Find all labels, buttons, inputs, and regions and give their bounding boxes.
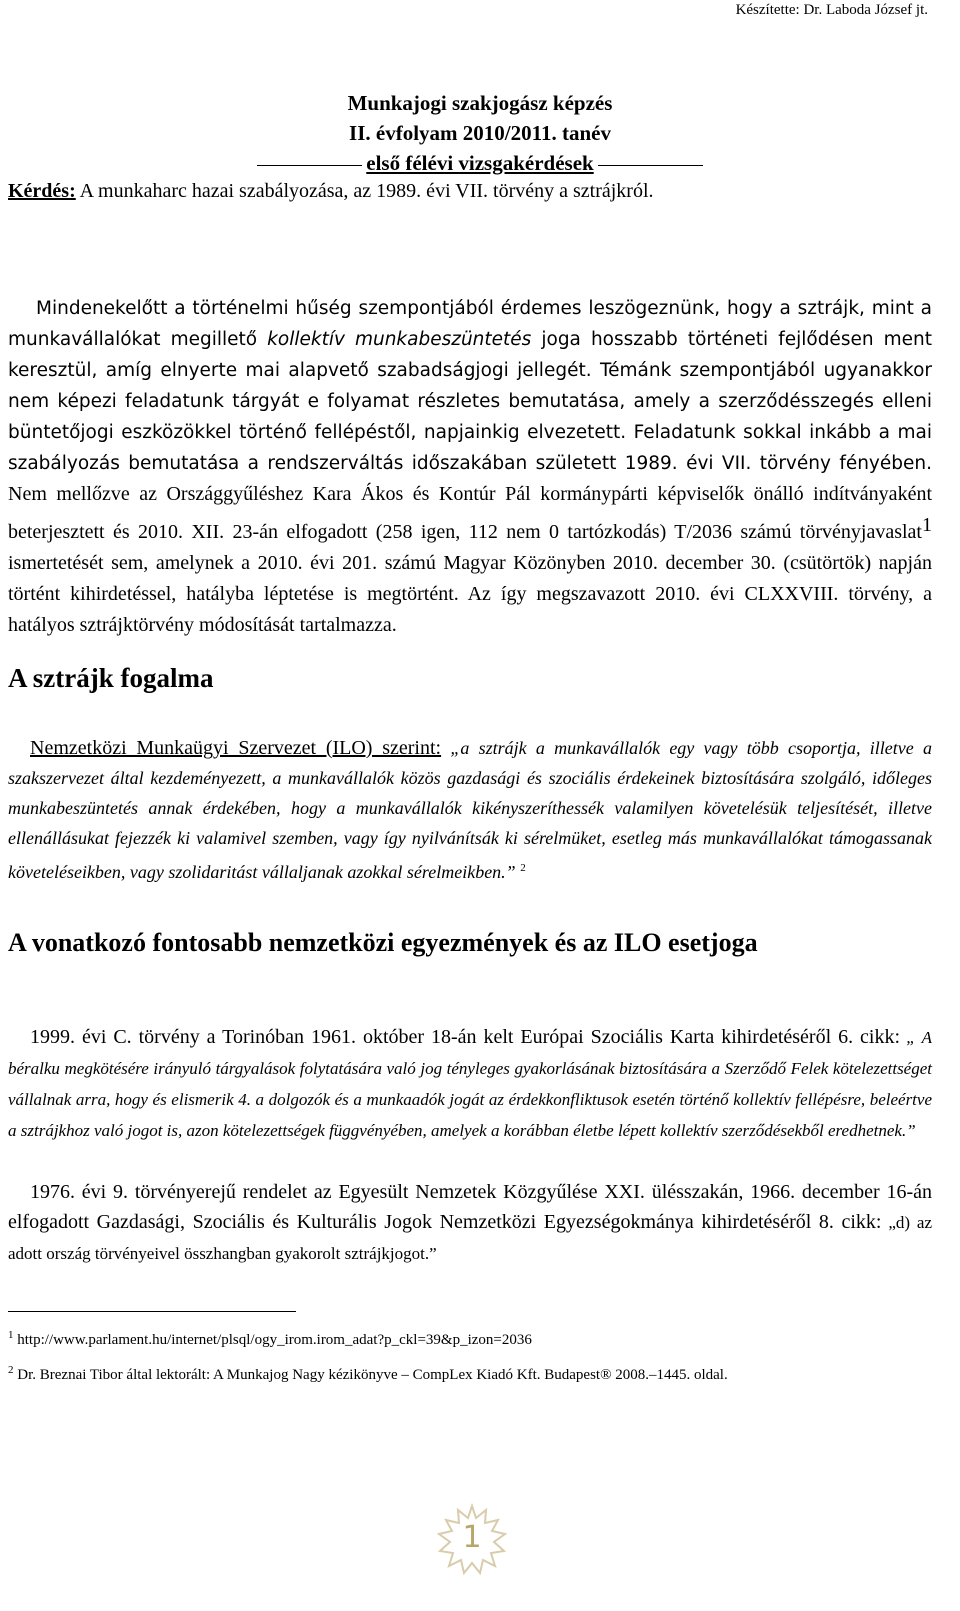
- section-heading-conventions: A vonatkozó fontosabb nemzetközi egyezmények és az ILO esetjoga: [8, 928, 758, 957]
- title-line-3: [0, 148, 960, 178]
- ilo-source: Nemzetközi Munkaügyi Szervezet (ILO) szerint:: [30, 737, 442, 759]
- title-block: [0, 88, 960, 178]
- intro-paragraph: [8, 293, 932, 641]
- exam-question: [8, 180, 654, 203]
- footnote-separator: [8, 1311, 296, 1312]
- charter-paragraph: [8, 1022, 932, 1146]
- ilo-definition: [8, 733, 932, 887]
- footnotes: [8, 1320, 932, 1390]
- ilo-quote: „a sztrájk a munkavállalók egy vagy több csoportja, illetve a szakszervezet által kezdeményezett, a munkavállalók közös gazdasági és szociális érdekeinek biztosítására szolgáló, időleges munkabeszüntetés annak érdekében, hogy a munkavállalók kikényszeríthessék valamilyen követelésük teljesítését, illetve ellenállásukat fejezzék ki valamivel szemben, vagy így nyilvánítsák ki sérelmüket, esetleg más munkavállalókat támogassanak követeléseikben, vagy szolidaritást vállaljanak azokkal sérelmeikben.”: [8, 738, 932, 882]
- intro-part-3: Nem mellőzve az Országgyűléshez Kara Ákos és Kontúr Pál kormánypárti képviselők önálló indítványaként beterjesztett és 2010. XII. 23-án elfogadott (258 igen, 112 nem 0 tartózkodás) T/2036 számú törvényjavaslat: [8, 483, 932, 544]
- charter-text: 1999. évi C. törvény a Torinóban 1961. október 18-án kelt Európai Szociális Karta kihirdetéséről 6. cikk:: [30, 1026, 901, 1048]
- footnote-ref-1[interactable]: 1: [922, 514, 932, 536]
- title-rule-right: [598, 165, 703, 166]
- footnote-2: [8, 1355, 932, 1390]
- title-rule-left: [257, 165, 362, 166]
- covenant-paragraph: [8, 1177, 932, 1269]
- page-number: 1: [462, 1520, 482, 1555]
- footnote-ref-2[interactable]: 2: [520, 862, 526, 874]
- intro-part-2: joga hosszabb történeti fejlődésen ment keresztül, amíg elnyerte mai alapvető szabadságjogi jellegét. Témánk szempontjából ugyanakkor nem képezi feladatunk tárgyát e folyamat részletes bemutatása, amely a szerződésszegés elleni büntetőjogi eszközökkel történő fellépéstől, napjainkig elvezetett. Feladatunk sokkal inkább a mai szabályozás bemutatása a rendszerváltás időszakában született 1989. évi VII. törvény fényében.: [8, 329, 932, 474]
- intro-part-4: ismertetését sem, amelynek a 2010. évi 201. számú Magyar Közönyben 2010. december 30. (csütörtök) napján történt kihirdetéssel, hatályba léptetése is megtörtént. Az így megszavazott 2010. évi CLXXVIII. törvény, a hatályos sztrájktörvény módosítását tartalmazza.: [8, 552, 932, 637]
- charter-quote: „ A béralku megkötésére irányuló tárgyalások folytatására való jog tényleges gyakorlásának biztosítására a Szerződő Felek kötelezettséget vállalnak arra, hogy és elismerik 4. a dolgozók és a munkaadók jogát az érdekkonfliktusok esetén történő kollektív fellépésre, beleértve a sztrájkhoz való jogot is, azon kötelezettségek függvényében, amelyek a korábban életbe lépett kollektív szerződésekből eredhetnek.”: [8, 1028, 932, 1140]
- footnote-1-number: 1: [8, 1329, 14, 1341]
- title-line-2: II. évfolyam 2010/2011. tanév: [349, 121, 611, 145]
- covenant-text: 1976. évi 9. törvényerejű rendelet az Egyesült Nemzetek Közgyűlése XXI. ülésszakán, 1966. december 16-án elfogadott Gazdasági, Szociális és Kulturális Jogok Nemzetközi Egyezségokmánya kihirdetéséről 8. cikk:: [8, 1181, 932, 1233]
- question-text: A munkaharc hazai szabályozása, az 1989. évi VII. törvény a sztrájkról.: [79, 180, 654, 202]
- page-number-badge: [432, 1500, 512, 1580]
- footnote-2-text: Dr. Breznai Tibor által lektorált: A Munkajog Nagy kézikönyve – CompLex Kiadó Kft. Budapest® 2008.–1445. oldal.: [13, 1367, 728, 1383]
- footnote-1-text[interactable]: http://www.parlament.hu/internet/plsql/ogy_irom.irom_adat?p_ckl=39&p_izon=2036: [13, 1332, 532, 1348]
- title-line-3-text: első félévi vizsgakérdések: [366, 151, 594, 175]
- covenant-quote: „d) az adott ország törvényeivel összhangban gyakorolt sztrájkjogot.”: [8, 1213, 932, 1263]
- intro-italic: kollektív munkabeszüntetés: [267, 329, 532, 350]
- section-heading-strike-definition: A sztrájk fogalma: [8, 663, 214, 693]
- footnote-1: [8, 1320, 932, 1355]
- author-line: Készítette: Dr. Laboda József jt.: [735, 2, 928, 18]
- footnote-2-number: 2: [8, 1364, 14, 1376]
- intro-part-1: Mindenekelőtt a történelmi hűség szempontjából érdemes leszögeznünk, hogy a sztrájk, mint a munkavállalókat megillető: [8, 298, 932, 350]
- question-label: Kérdés:: [8, 180, 76, 202]
- title-line-1: Munkajogi szakjogász képzés: [347, 91, 613, 115]
